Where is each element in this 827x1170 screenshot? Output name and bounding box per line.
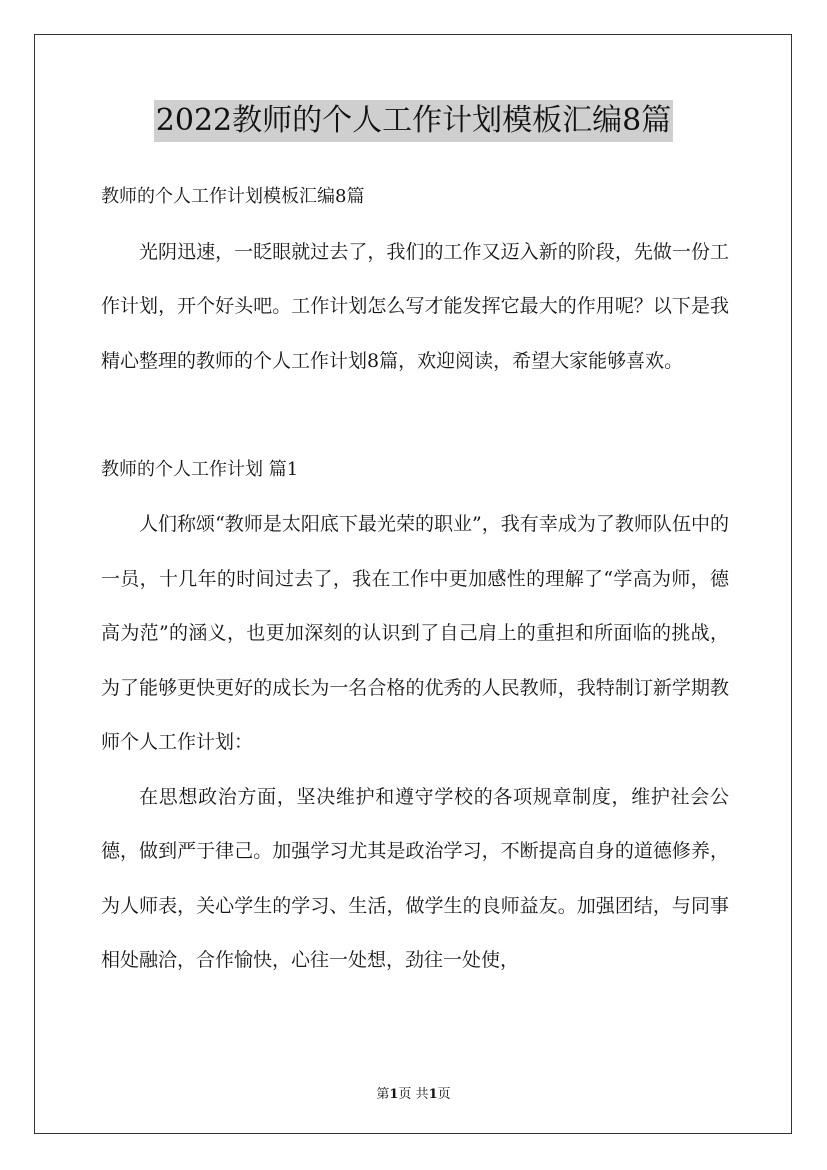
page-number-current: 1	[389, 1087, 399, 1102]
blank-line	[101, 388, 729, 443]
body-paragraph-2: 在思想政治方面，坚决维护和遵守学校的各项规章制度，维护社会公德，做到严于律己。加强学习尤其是政治学习，不断提高自身的道德修养，为人师表，关心学生的学习、生活，做学生的良师益友。加强团结，与同事相处融洽，合作愉快，心往一处想，劲往一处使，	[101, 785, 729, 971]
page-number-mid: 页 共	[398, 1087, 429, 1102]
page-number-suffix: 页	[437, 1087, 451, 1102]
page-footer	[0, 1083, 827, 1102]
intro-paragraph: 光阴迅速，一眨眼就过去了，我们的工作又迈入新的阶段，先做一份工作计划，开个好头吧。工作计划怎么写才能发挥它最大的作用呢？以下是我精心整理的教师的个人工作计划8篇，欢迎阅读，希望大家能够喜欢。	[101, 240, 729, 372]
section-heading: 教师的个人工作计划 篇1	[101, 458, 299, 480]
body-paragraph-1: 人们称颂“教师是太阳底下最光荣的职业”，我有幸成为了教师队伍中的一员，十几年的时间过去了，我在工作中更加感性的理解了“学高为师，德高为范”的涵义，也更加深刻的认识到了自己肩上的重担和所面临的挑战，为了能够更快更好的成长为一名合格的优秀的人民教师，我特制订新学期教师个人工作计划：	[101, 513, 729, 753]
title-container	[0, 100, 827, 142]
document-subtitle: 教师的个人工作计划模板汇编8篇	[101, 186, 365, 207]
page-number-prefix: 第	[376, 1087, 390, 1102]
document-body	[101, 170, 729, 988]
document-title: 2022教师的个人工作计划模板汇编8篇	[154, 100, 673, 142]
page-number-total: 1	[428, 1087, 438, 1102]
